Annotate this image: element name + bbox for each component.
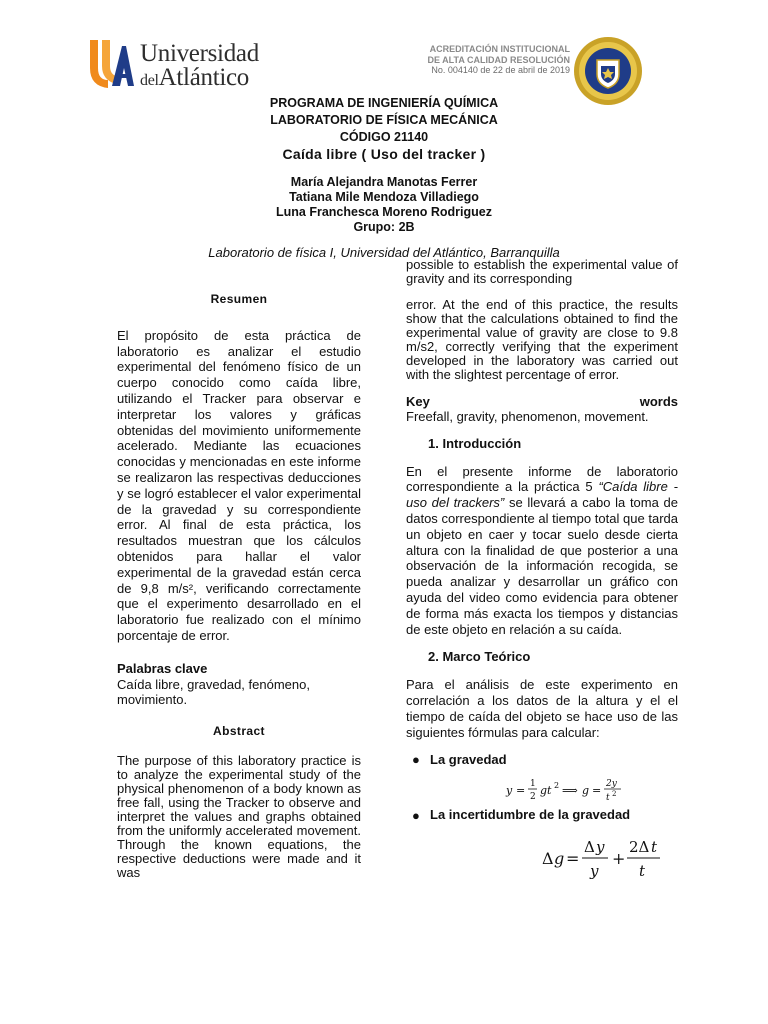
svg-text:gt: gt — [540, 784, 552, 798]
marco-teorico-text: Para el análisis de este experimento en correlación a los datos de la altura y el el tiempo de caída del objeto se hace uso de las siguientes fórmulas para calcular: — [406, 677, 678, 740]
university-name-prefix: del — [140, 72, 159, 89]
left-column — [117, 292, 361, 880]
svg-text:y: y — [590, 861, 599, 880]
svg-text:Δ: Δ — [542, 848, 554, 868]
university-name-line2 — [140, 64, 249, 92]
introduction-text-a: En el presente informe de laboratorio correspondiente a la práctica 5 — [406, 463, 678, 495]
keywords-text: Caída libre, gravedad, fenómeno, movimiento. — [117, 676, 310, 708]
right-column — [406, 258, 678, 884]
key-words-first: Key — [406, 394, 430, 409]
svg-text:t: t — [606, 793, 610, 804]
marco-teorico-heading: 2. Marco Teórico — [428, 649, 531, 665]
svg-text:1: 1 — [530, 779, 536, 790]
abstract-continuation-2: error. At the end of this practice, the results show that the calculations obtained to find the experimental value of gravity are close to 9.8 m/s2, correctly verifying that the experiment developed in the laboratory was carried out with the slightest percentage of error. — [406, 297, 678, 382]
svg-text:2: 2 — [530, 792, 536, 803]
accreditation-line2: DE ALTA CALIDAD RESOLUCIÓN — [427, 54, 570, 65]
introduction-text-b: se llevará a cabo la toma de datos correspondiente al tiempo total que tarda un objeto en caer y tocar suelo desde cierta altura con la finalidad de que posterior a una observación de la información recogida, se pueda analizar y desarrollar un gráfico con ayuda del video como evidencia para obtener de forma más exacta los tiempos y distancias de este objeto en relación a su caída. — [406, 495, 678, 637]
bullet-dot-icon: ● — [412, 808, 420, 824]
svg-text:y: y — [506, 784, 513, 798]
bullet-uncertainty — [406, 808, 678, 824]
svg-text:=: = — [592, 784, 602, 798]
svg-text:=: = — [516, 784, 526, 798]
introduction-heading: 1. Introducción — [428, 435, 522, 451]
svg-text:=: = — [566, 848, 580, 868]
course-code: CÓDIGO 21140 — [339, 130, 429, 144]
paper-topic: Caída libre ( Uso del tracker ) — [282, 146, 486, 162]
introduction-text — [406, 464, 678, 638]
bullet-uncertainty-label: La incertidumbre de la gravedad — [430, 807, 631, 823]
bullet-dot-icon: ● — [412, 752, 420, 768]
svg-text:g: g — [582, 784, 590, 798]
uncertainty-formula — [406, 828, 678, 884]
svg-text:g: g — [554, 848, 565, 868]
svg-text:t: t — [651, 837, 658, 856]
accreditation-line3: No. 004140 de 22 de abril de 2019 — [431, 65, 570, 75]
affiliation: Laboratorio de física I, Universidad del Atlántico, Barranquilla — [208, 245, 560, 260]
lab-title: LABORATORIO DE FÍSICA MECÁNICA — [270, 113, 498, 127]
gravity-formula — [406, 768, 678, 808]
program-title: PROGRAMA DE INGENIERÍA QUÍMICA — [269, 96, 499, 110]
resumen-text: El propósito de esta práctica de laboratorio es analizar el estudio experimental del fenómeno físico de un cuerpo conocido como caída libre, utilizando el Tracker para observar e interpretar los valores y gráficas obtenidas del movimiento uniformemente acelerado. Mediante las ecuaciones conocidas y mencionadas en este informe se realizaron las respectivas deducciones y se logró establecer el valor experimental de la gravedad y su correspondiente error. Al final de esta práctica, los resultados muestran que los cálculos obtenidos para hallar el valor experimental de la gravedad están cerca de 9,8 m/s², verificando correctamente que el experimento desarrollado en el laboratorio fue realizado con el mínimo porcentaje de error. — [117, 327, 361, 643]
svg-text:2: 2 — [612, 790, 617, 799]
abstract-continuation-1: possible to establish the experimental value of gravity and its corresponding — [406, 257, 678, 286]
university-emblem-icon — [88, 38, 134, 88]
svg-text:2: 2 — [554, 781, 560, 791]
university-logo — [88, 36, 263, 92]
resumen-heading: Resumen — [210, 292, 268, 306]
svg-text:⟹: ⟹ — [562, 784, 578, 798]
author-2: Tatiana Mile Mendoza Villadiego — [289, 190, 479, 204]
author-3: Luna Franchesca Moreno Rodriguez — [275, 205, 492, 219]
keywords-heading: Palabras clave — [117, 660, 208, 676]
key-words-heading — [406, 394, 678, 410]
university-name-main: Atlántico — [158, 64, 249, 91]
svg-text:2y: 2y — [606, 779, 617, 790]
svg-text:y: y — [596, 837, 605, 856]
group-label: Grupo: 2B — [353, 220, 415, 234]
svg-text:Δ: Δ — [584, 837, 595, 856]
accreditation-line1: ACREDITACIÓN INSTITUCIONAL — [429, 44, 570, 54]
introduction-text-italic: “Caída libre - uso del trackers” — [406, 479, 678, 511]
university-name-line1: Universidad — [140, 40, 259, 67]
svg-text:2Δ: 2Δ — [629, 837, 650, 856]
bullet-gravity — [406, 752, 678, 768]
bullet-gravity-label: La gravedad — [430, 752, 507, 768]
author-1: María Alejandra Manotas Ferrer — [290, 175, 478, 189]
abstract-text: The purpose of this laboratory practice is to analyze the experimental study of the physical phenomenon of a body known as free fall, using the Tracker to observe and interpret the values and graphs obtained from the uniformly accelerated movement. Through the known equations, the respective deductions were made and it was — [117, 752, 361, 880]
svg-text:+: + — [612, 848, 626, 868]
key-words-text: Freefall, gravity, phenomenon, movement. — [406, 408, 649, 424]
svg-text:t: t — [639, 861, 646, 880]
abstract-heading: Abstract — [213, 724, 265, 739]
accreditation-text — [398, 44, 570, 76]
key-words-second: words — [639, 394, 678, 409]
